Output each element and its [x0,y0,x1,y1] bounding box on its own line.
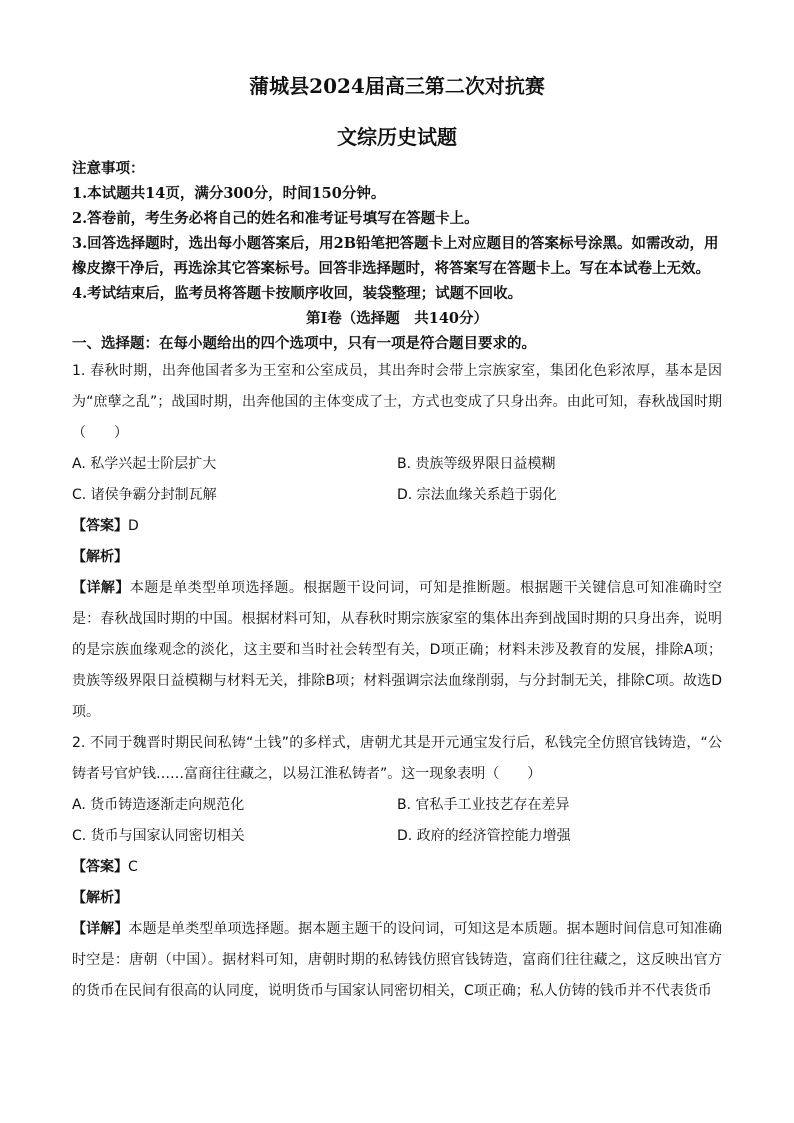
notice-heading: 注意事项： [72,160,145,177]
section-instruction: 一、选择题：在每小题给出的四个选项中，只有一项是符合题目要求的。 [72,335,536,352]
section-title: 第Ⅰ卷（选择题 共140分） [305,310,489,327]
option-b: B. 官私手工业技艺存在差异 [397,797,570,813]
answer-line [72,511,722,542]
detail-label: 【详解】 [72,921,129,937]
detail-paragraph [72,573,722,728]
detail-text: 本题是单类型单项选择题。据本题主题干的设问词，可知这是本质题。据本题时间信息可知准确时空是：唐朝（中国）。据材料可知，唐朝时期的私铸钱仿照官钱铸造，富商们往往藏之，这反映出官方的货币在民间有很高的认同度，说明货币与国家认同密切相关，C项正确；私人仿铸的钱币并不代表货币 [72,921,723,999]
notice-item: 4.考试结束后，监考员将答题卡按顺序收回，装袋整理；试题不回收。 [72,285,523,302]
answer-label: 【答案】 [72,518,128,534]
options-row [72,449,722,480]
option-b: B. 贵族等级界限日益模糊 [397,456,556,472]
analysis-line [72,542,722,573]
exam-title: 蒲城县2024届高三第二次对抗赛 [249,74,545,98]
option-a: A. 货币铸造逐渐走向规范化 [72,797,245,813]
option-c: C. 货币与国家认同密切相关 [72,828,245,844]
answer-value: C [128,859,138,875]
analysis-label: 【解析】 [72,890,128,906]
options-row [72,480,722,511]
detail-text: 本题是单类型单项选择题。根据题干设问词，可知是推断题。根据题干关键信息可知准确时空是：春秋战国时期的中国。根据材料可知，从春秋时期宗族家室的集体出奔到战国时期的只身出奔，说明的是宗族血缘观念的淡化，这主要和当时社会转型有关，D项正确；材料未涉及教育的发展，排除A项；贵族等级界限日益模糊与材料无关，排除B项；材料强调宗法血缘削弱，与分封制无关，排除C项。故选D项。 [72,580,723,720]
answer-line [72,852,722,883]
exam-subtitle: 文综历史试题 [337,125,457,149]
question-stem: 2. 不同于魏晋时期民间私铸“土钱”的多样式，唐朝尤其是开元通宝发行后，私钱完全仿照官钱铸造，“公铸者号官炉钱……富商往往藏之，以易江淮私铸者”。这一现象表明（ ） [72,735,722,782]
option-d: D. 政府的经济管控能力增强 [397,828,571,844]
option-a: A. 私学兴起士阶层扩大 [72,456,217,472]
notice-item: 1.本试题共14页，满分300分，时间150分钟。 [72,185,386,202]
detail-label: 【详解】 [72,580,130,596]
notice-item: 3.回答选择题时，选出每小题答案后，用2B铅笔把答题卡上对应题目的答案标号涂黑。如需改动，用橡皮擦干净后，再选涂其它答案标号。回答非选择题时，将答案写在答题卡上。写在本试卷上无效。 [72,235,719,277]
analysis-label: 【解析】 [72,549,128,565]
answer-label: 【答案】 [72,859,128,875]
exam-page [72,0,722,1007]
notice-block [72,156,722,306]
notice-item: 2.答卷前，考生务必将自己的姓名和准考证号填写在答题卡上。 [72,210,479,227]
option-d: D. 宗法血缘关系趋于弱化 [397,487,557,503]
analysis-line [72,883,722,914]
answer-value: D [128,518,139,534]
options-row [72,821,722,852]
option-c: C. 诸侯争霸分封制瓦解 [72,487,217,503]
options-row [72,790,722,821]
detail-paragraph [72,914,722,1007]
question-stem: 1. 春秋时期，出奔他国者多为王室和公室成员，其出奔时会带上宗族家室，集团化色彩浓厚，基本是因为“庶孽之乱”；战国时期，出奔他国的主体变成了士，方式也变成了只身出奔。由此可知，春秋战国时期（ ） [72,363,722,441]
